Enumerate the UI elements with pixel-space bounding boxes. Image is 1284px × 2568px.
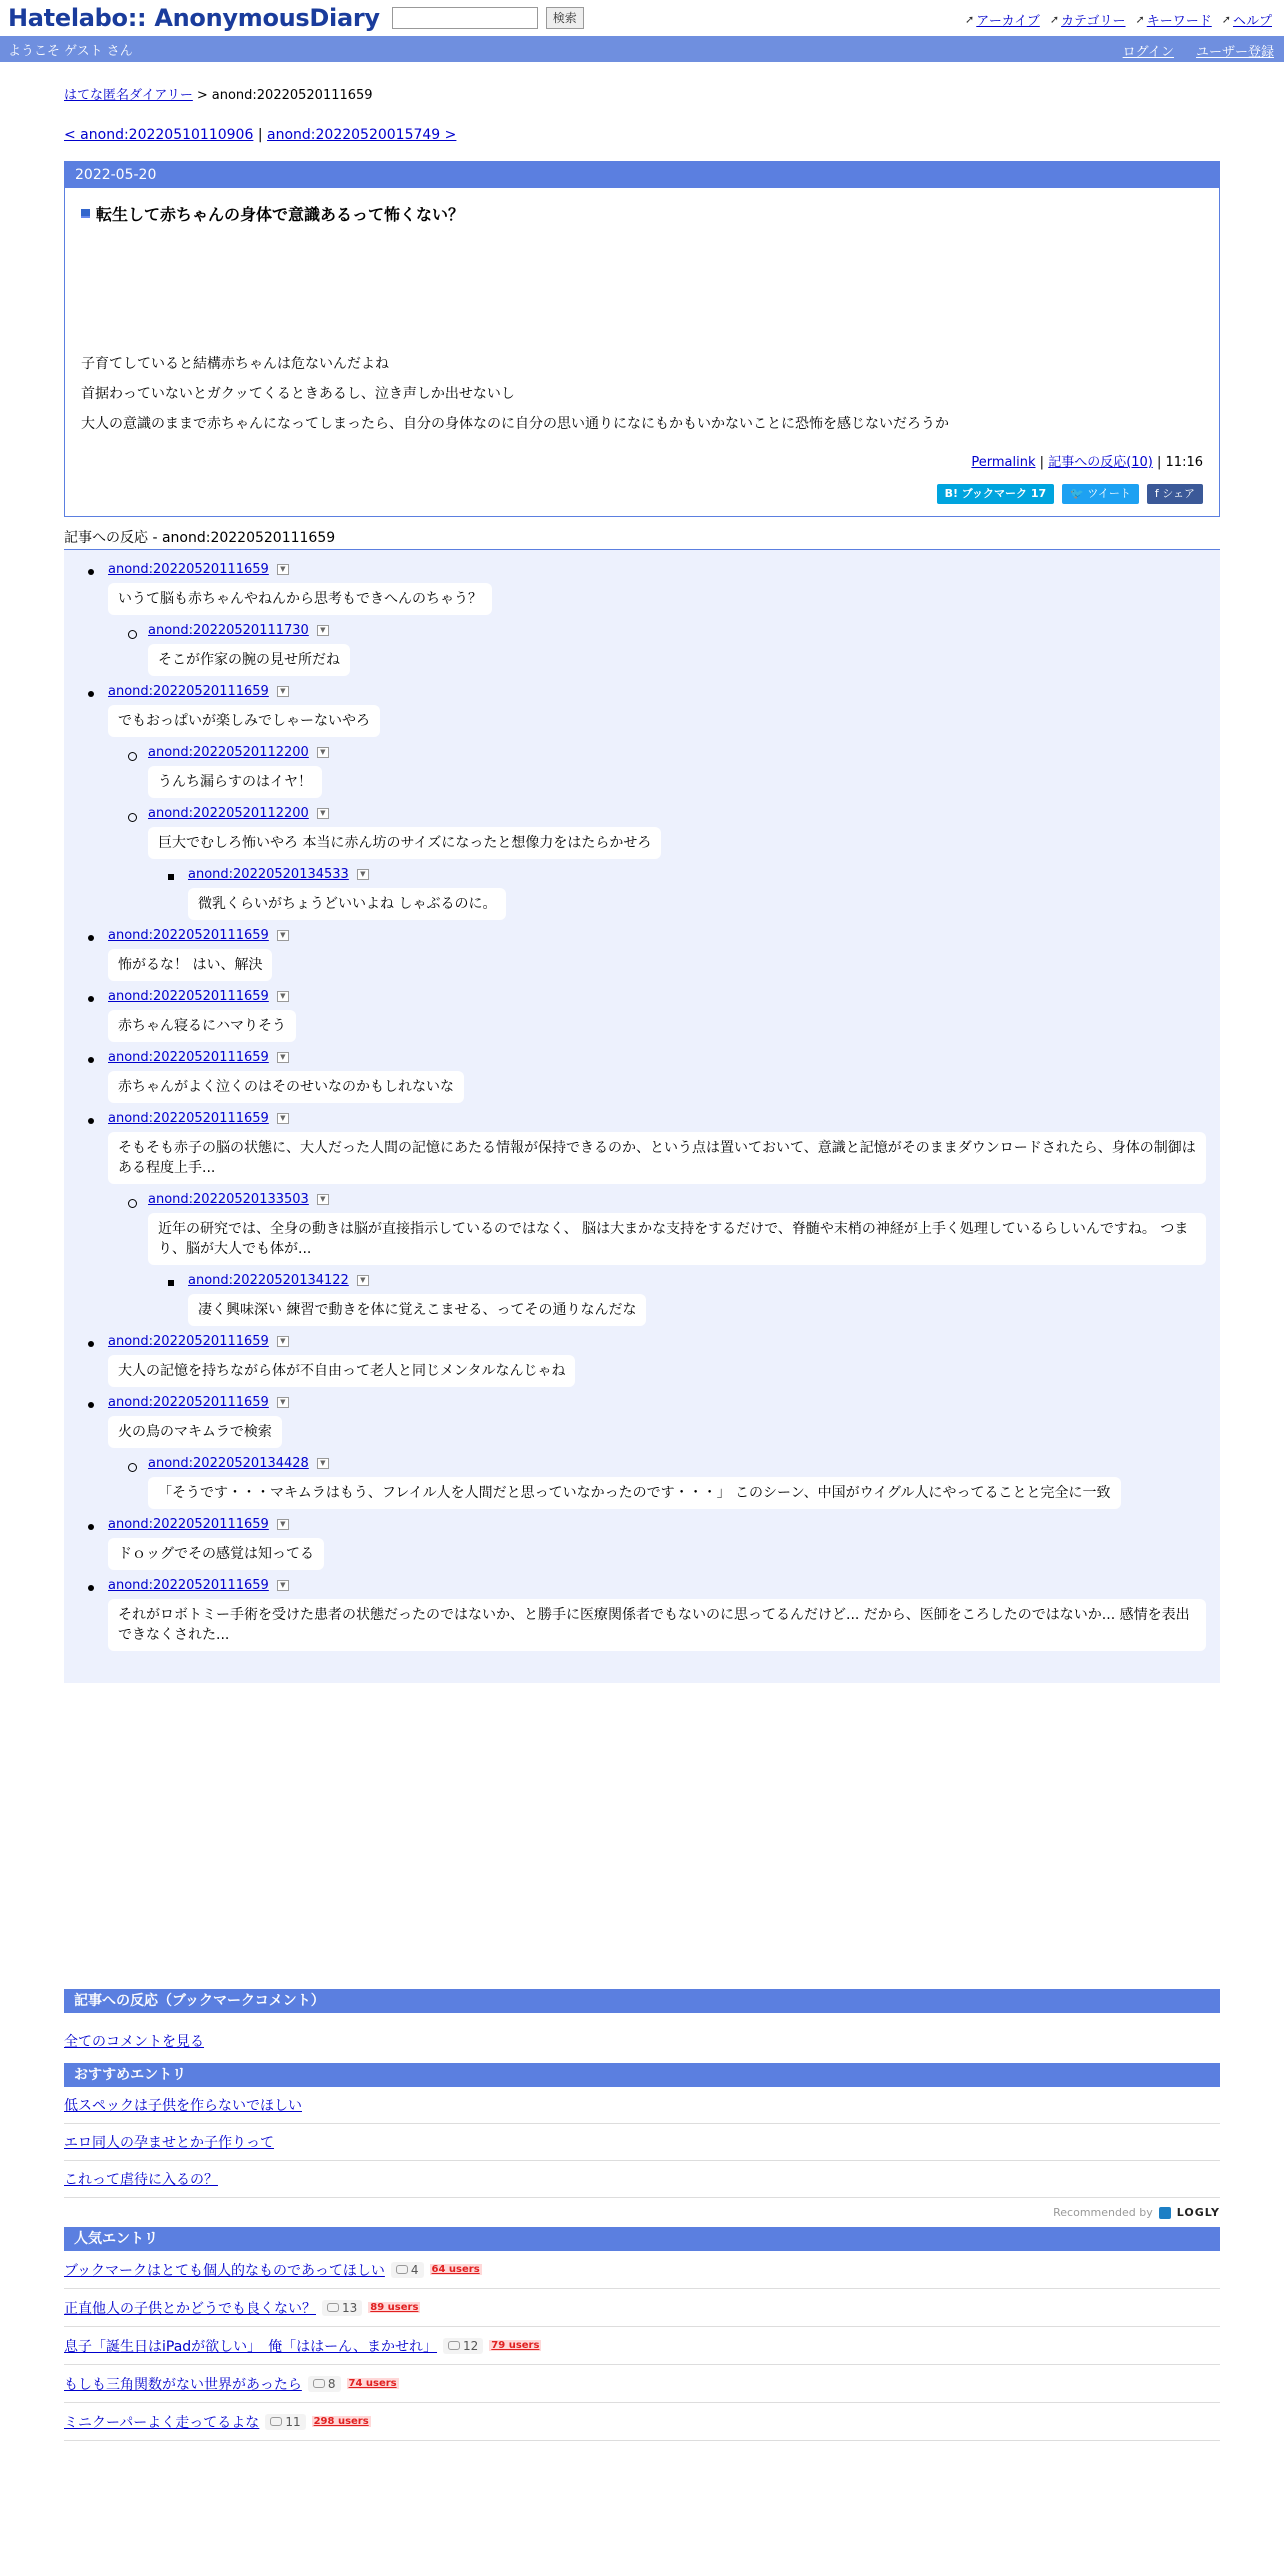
recommended-link[interactable]: 低スペックは子供を作らないでほしい	[64, 2098, 302, 2114]
reaction-text: 怖がるな！ はい、解決	[108, 949, 272, 981]
entry-body-line: 首据わっていないとガクッてくるときあるし、泣き声しか出せないし	[81, 386, 515, 402]
reaction-text: 赤ちゃんがよく泣くのはそのせいなのかもしれないな	[108, 1071, 464, 1103]
entry-pager	[64, 127, 1220, 143]
comment-count: 11	[285, 2414, 301, 2429]
reaction-item	[78, 806, 1206, 859]
entry-title	[81, 202, 1203, 225]
popular-item	[64, 2365, 1220, 2403]
popular-item	[64, 2403, 1220, 2441]
comment-count: 12	[463, 2338, 479, 2353]
dropdown-icon[interactable]: ▼	[317, 625, 329, 636]
main-content	[64, 84, 1220, 2441]
reaction-id-link[interactable]: anond:20220520134428	[148, 1456, 309, 1471]
recommended-credit	[64, 2206, 1220, 2219]
logly-icon[interactable]	[1159, 2207, 1171, 2219]
login-link[interactable]: ログイン	[1122, 45, 1174, 60]
reactions-header: 記事への反応 - anond:20220520111659	[64, 527, 1220, 550]
facebook-icon: f	[1154, 487, 1159, 500]
share-buttons	[81, 484, 1203, 504]
dropdown-icon[interactable]: ▼	[277, 1519, 289, 1530]
pager-separator: |	[257, 127, 263, 143]
nav-help-link[interactable]: ヘルプ	[1232, 14, 1272, 29]
reaction-item	[78, 1273, 1206, 1326]
arrow-icon: ➚	[1049, 13, 1060, 26]
reaction-item	[78, 867, 1206, 920]
reaction-item	[78, 623, 1206, 676]
search-input[interactable]	[392, 7, 538, 29]
arrow-icon: ➚	[1135, 13, 1145, 26]
reaction-item	[78, 745, 1206, 798]
nav-category-link[interactable]: カテゴリー	[1061, 14, 1126, 29]
breadcrumb-separator: >	[196, 88, 208, 103]
recommended-item	[64, 2124, 1220, 2161]
search-button[interactable]: 検索	[546, 7, 584, 29]
recommended-item	[64, 2161, 1220, 2198]
bookmark-users-badge[interactable]: 74 users	[348, 2378, 397, 2389]
recommended-item	[64, 2087, 1220, 2124]
nav-keyword-link[interactable]: キーワード	[1146, 14, 1212, 29]
entry-box	[64, 161, 1220, 517]
dropdown-icon[interactable]: ▼	[277, 1397, 289, 1408]
reaction-id-link[interactable]: anond:20220520111659	[108, 989, 269, 1004]
reaction-item	[78, 1578, 1206, 1651]
nav-keyword[interactable]	[1136, 10, 1212, 29]
reaction-text: ドｏッグでその感覚は知ってる	[108, 1538, 324, 1570]
reaction-item	[78, 1395, 1206, 1448]
reaction-text: いうて脳も赤ちゃんやねんから思考もできへんのちゃう？	[108, 583, 492, 615]
reaction-id-link[interactable]: anond:20220520111659	[108, 1517, 269, 1532]
welcome-text: ようこそ ゲスト さん	[8, 43, 133, 59]
dropdown-icon[interactable]: ▼	[357, 1275, 369, 1286]
reaction-text: 凄く興味深い 練習で動きを体に覚えこませる、ってその通りなんだな	[188, 1294, 646, 1326]
reactions-tree	[64, 550, 1220, 1683]
popular-link[interactable]: 息子「誕生日はiPadが欲しい」 俺「ははーん、まかせれ」	[64, 2338, 438, 2355]
reaction-id-link[interactable]: anond:20220520134122	[188, 1273, 349, 1288]
dropdown-icon[interactable]: ▼	[277, 1336, 289, 1347]
reaction-text: 巨大でむしろ怖いやろ 本当に赤ん坊のサイズになったと想像力をはたらかせろ	[148, 827, 661, 859]
reaction-item	[78, 1456, 1206, 1509]
breadcrumb-current: anond:20220520111659	[211, 88, 373, 103]
dropdown-icon[interactable]: ▼	[317, 808, 329, 819]
entry-footer: Permalink | 記事への反応(10) | 11:16	[971, 455, 1203, 470]
reaction-id-link[interactable]: anond:20220520111659	[108, 1050, 269, 1065]
comment-count: 8	[327, 2376, 336, 2391]
popular-link[interactable]: ブックマークはとても個人的なものであってほしい	[64, 2262, 385, 2279]
reaction-id-link[interactable]: anond:20220520111659	[108, 1395, 269, 1410]
reaction-item	[78, 1517, 1206, 1570]
arrow-icon: ➚	[1221, 13, 1231, 26]
comment-count-badge[interactable]	[322, 2300, 362, 2316]
entry-title-text: 転生して赤ちゃんの身体で意識あるって怖くない？	[96, 205, 465, 224]
reaction-item	[78, 989, 1206, 1042]
reaction-text: 大人の記憶を持ちながら体が不自由って老人と同じメンタルなんじゃね	[108, 1355, 575, 1387]
bookmark-users-badge[interactable]: 89 users	[370, 2302, 419, 2313]
nav-help[interactable]	[1222, 10, 1272, 29]
recommended-header: おすすめエントリ	[64, 2063, 1220, 2087]
logly-brand[interactable]: LOGLY	[1176, 2206, 1220, 2219]
nav-category[interactable]	[1050, 10, 1126, 29]
dropdown-icon[interactable]: ▼	[277, 991, 289, 1002]
reaction-text: 微乳くらいがちょうどいいよね しゃぶるのに。	[188, 888, 506, 920]
reaction-item	[78, 1111, 1206, 1184]
reaction-item	[78, 684, 1206, 737]
prev-entry-link[interactable]: < anond:20220510110906	[64, 127, 254, 143]
reaction-id-link[interactable]: anond:20220520111659	[108, 1334, 269, 1349]
dropdown-icon[interactable]: ▼	[317, 1458, 329, 1469]
reaction-id-link[interactable]: anond:20220520111659	[108, 1111, 269, 1126]
reaction-id-link[interactable]: anond:20220520111659	[108, 562, 269, 577]
dropdown-icon[interactable]: ▼	[277, 930, 289, 941]
top-nav	[965, 10, 1272, 29]
entry-body-line: 大人の意識のままで赤ちゃんになってしまったら、自分の身体なのに自分の思い通りになにもかもいかないことに恐怖を感じないだろうか	[81, 416, 949, 432]
reaction-id-link[interactable]: anond:20220520134533	[188, 867, 349, 882]
reaction-item	[78, 1334, 1206, 1387]
popular-item	[64, 2289, 1220, 2327]
next-entry-link[interactable]: anond:20220520015749 >	[267, 127, 457, 143]
dropdown-icon[interactable]: ▼	[277, 1113, 289, 1124]
breadcrumb	[64, 84, 1220, 103]
reaction-text: そこが作家の腕の見せ所だね	[148, 644, 350, 676]
dropdown-icon[interactable]: ▼	[277, 1052, 289, 1063]
popular-list	[64, 2251, 1220, 2441]
twitter-icon: 🐦	[1070, 487, 1084, 500]
entry-time: 11:16	[1165, 455, 1203, 470]
entry-body	[81, 349, 1203, 439]
recommended-by-label: Recommended by	[1053, 2206, 1153, 2219]
entry-date: 2022-05-20	[65, 162, 1219, 188]
reaction-text: 火の鳥のマキムラで検索	[108, 1416, 282, 1448]
comment-icon	[327, 2303, 339, 2312]
nav-archive-link[interactable]: アーカイブ	[976, 14, 1040, 29]
square-icon[interactable]	[81, 209, 90, 218]
recommended-link[interactable]: エロ同人の孕ませとか子作りって	[64, 2135, 274, 2151]
dropdown-icon[interactable]: ▼	[357, 869, 369, 880]
reaction-text: 赤ちゃん寝るにハマりそう	[108, 1010, 296, 1042]
hatena-bookmark-button[interactable]	[937, 484, 1055, 504]
popular-link[interactable]: もしも三角関数がない世界があったら	[64, 2376, 302, 2393]
site-logo[interactable]: Hatelabo:: AnonymousDiary	[8, 4, 380, 32]
reaction-item	[78, 928, 1206, 981]
reaction-text: でもおっぱいが楽しみでしゃーないやろ	[108, 705, 380, 737]
popular-link[interactable]: 正直他人の子供とかどうでも良くない？	[64, 2300, 316, 2317]
all-comments-link[interactable]: 全てのコメントを見る	[64, 2034, 204, 2050]
signup-link[interactable]: ユーザー登録	[1195, 45, 1274, 60]
bookmark-users-badge[interactable]: 64 users	[431, 2264, 480, 2275]
reaction-item	[78, 562, 1206, 615]
recommended-list	[64, 2087, 1220, 2198]
reaction-id-link[interactable]: anond:20220520133503	[148, 1192, 309, 1207]
popular-item	[64, 2251, 1220, 2289]
reaction-text: 「そうです・・・マキムラはもう、フレイル人を人間だと思っていなかったのです・・・」 このシーン、中国がウイグル人にやってることと完全に一致	[148, 1477, 1121, 1509]
breadcrumb-home[interactable]: はてな匿名ダイアリー	[64, 88, 193, 103]
all-comments	[64, 2031, 1220, 2051]
popular-link[interactable]: ミニクーパーよく走ってるよな	[64, 2414, 260, 2431]
facebook-share-button[interactable]	[1147, 484, 1203, 504]
reaction-text: そもそも赤子の脳の状態に、大人だった人間の記憶にあたる情報が保持できるのか、という点は置いておいて、意識と記憶がそのままダウンロードされたら、身体の制御はある程度上手...	[108, 1132, 1206, 1184]
tweet-button[interactable]	[1062, 484, 1139, 504]
dropdown-icon[interactable]: ▼	[317, 747, 329, 758]
bookmark-comments-header: 記事への反応（ブックマークコメント）	[64, 1989, 1220, 2013]
reactions-link[interactable]: 記事への反応(10)	[1048, 455, 1153, 470]
comment-count: 4	[410, 2262, 419, 2277]
comment-icon	[396, 2265, 408, 2274]
comment-count-badge[interactable]	[443, 2338, 483, 2354]
reaction-id-link[interactable]: anond:20220520111659	[108, 928, 269, 943]
bookmark-count: 17	[1030, 487, 1047, 500]
reaction-item	[78, 1192, 1206, 1265]
tweet-label: ツイート	[1087, 487, 1131, 500]
comment-icon	[448, 2341, 460, 2350]
reaction-text: それがロボトミー手術を受けた患者の状態だったのではないか、と勝手に医療関係者でもないのに思ってるんだけど... だから、医師をころしたのではないか... 感情を表出できなくされた...	[108, 1599, 1206, 1651]
reaction-id-link[interactable]: anond:20220520111659	[108, 684, 269, 699]
comment-icon	[313, 2379, 325, 2388]
popular-header: 人気エントリ	[64, 2227, 1220, 2251]
reaction-item	[78, 1050, 1206, 1103]
user-bar	[0, 36, 1284, 62]
comment-count-badge[interactable]	[265, 2414, 305, 2430]
dropdown-icon[interactable]: ▼	[277, 1580, 289, 1591]
nav-archive[interactable]	[965, 10, 1040, 29]
share-label: シェア	[1162, 487, 1195, 500]
comment-count-badge[interactable]	[391, 2262, 424, 2278]
reaction-id-link[interactable]: anond:20220520112200	[148, 806, 309, 821]
bookmark-label: B! ブックマーク	[944, 487, 1028, 500]
bookmark-users-badge[interactable]: 79 users	[491, 2340, 540, 2351]
comment-count: 13	[342, 2300, 358, 2315]
comment-icon	[270, 2417, 282, 2426]
header	[0, 0, 1284, 36]
recommended-link[interactable]: これって虐待に入るの？	[64, 2172, 218, 2188]
dropdown-icon[interactable]: ▼	[277, 564, 289, 575]
entry-body-line: 子育てしていると結構赤ちゃんは危ないんだよね	[81, 356, 389, 372]
reaction-id-link[interactable]: anond:20220520111659	[108, 1578, 269, 1593]
dropdown-icon[interactable]: ▼	[317, 1194, 329, 1205]
reaction-id-link[interactable]: anond:20220520111730	[148, 623, 309, 638]
comment-count-badge[interactable]	[308, 2376, 341, 2392]
permalink[interactable]: Permalink	[971, 455, 1036, 470]
dropdown-icon[interactable]: ▼	[277, 686, 289, 697]
popular-item	[64, 2327, 1220, 2365]
reaction-text: うんち漏らすのはイヤ！	[148, 766, 322, 798]
arrow-icon: ➚	[965, 13, 975, 26]
bookmark-users-badge[interactable]: 298 users	[313, 2416, 369, 2427]
ad-space	[64, 1683, 1220, 1989]
reaction-text: 近年の研究では、全身の動きは脳が直接指示しているのではなく、 脳は大まかな支持をするだけで、脊髄や末梢の神経が上手く処理しているらしいんですね。 つまり、脳が大人でも体が...	[148, 1213, 1206, 1265]
reaction-id-link[interactable]: anond:20220520112200	[148, 745, 309, 760]
